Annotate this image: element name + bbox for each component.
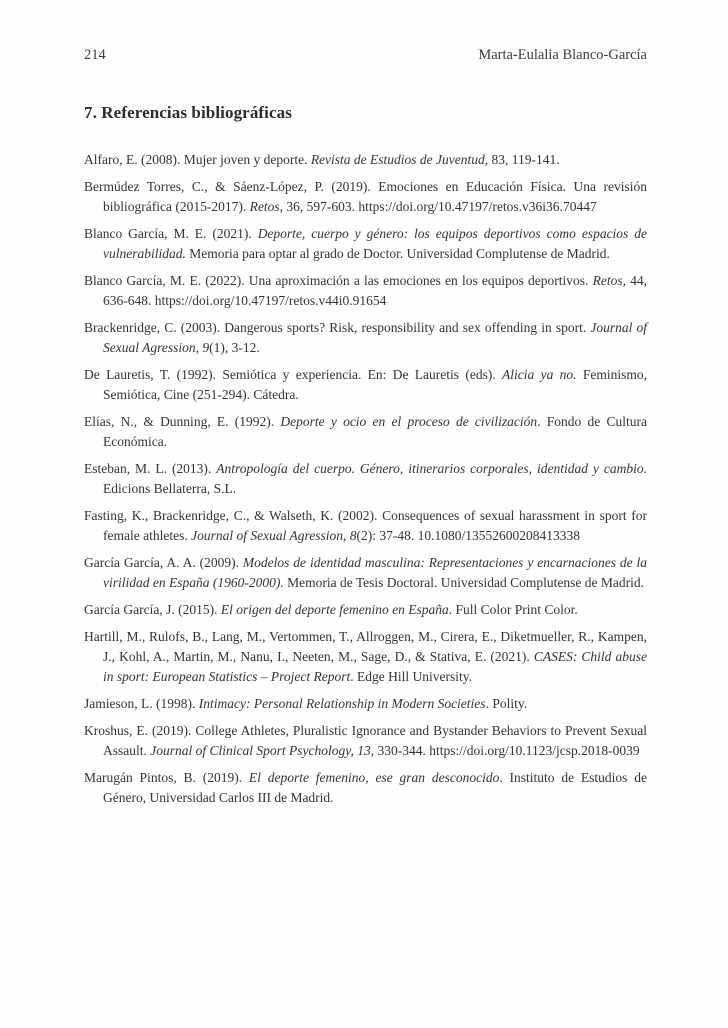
reference-text: (2): 37-48. 10.1080/13552600208413338 — [356, 528, 580, 543]
reference-entry — [84, 318, 647, 358]
reference-title-italic: Alicia ya no. — [502, 367, 577, 382]
reference-entry — [84, 721, 647, 761]
reference-title-italic: Modelos de identidad masculina: Representaciones y encarnaciones de la virilidad en España (1960-2000). — [103, 555, 647, 590]
reference-title-italic: El deporte femenino, ese gran desconocido — [248, 770, 500, 785]
reference-title-italic: Retos — [249, 199, 280, 214]
reference-entry — [84, 627, 647, 687]
reference-entry — [84, 553, 647, 593]
reference-text: García García, A. A. (2009). — [84, 555, 243, 570]
reference-text: Jamieson, L. (1998). — [84, 696, 199, 711]
reference-title-italic: El origen del deporte femenino en España — [220, 602, 449, 617]
reference-text: , 330-344. https://doi.org/10.1123/jcsp.2018-0039 — [370, 743, 640, 758]
reference-text: Bermúdez Torres, C., & Sáenz-López, P. (2019). Emociones en Educación Física. Una revisión bibliográfica (2015-2017). — [84, 179, 647, 214]
reference-text: Hartill, M., Rulofs, B., Lang, M., Vertommen, T., Allroggen, M., Cirera, E., Diketmueller, R., Kampen, J., Kohl, A., Martin, M., Nanu, I., Neeten, M., Sage, D., & Stativa, E. (2021). — [84, 629, 647, 664]
reference-text: Kroshus, E. (2019). College Athletes, Pluralistic Ignorance and Bystander Behaviors to Prevent Sexual Assault. — [84, 723, 647, 758]
reference-text: Alfaro, E. (2008). Mujer joven y deporte. — [84, 152, 311, 167]
reference-title-italic: Journal of Sexual Agression — [191, 528, 343, 543]
reference-text: Blanco García, M. E. (2021). — [84, 226, 258, 241]
reference-title-italic: Deporte y ocio en el proceso de civilización — [280, 414, 538, 429]
reference-title-italic: Retos, — [592, 273, 626, 288]
reference-title-italic: 8 — [349, 528, 357, 543]
section-heading: 7. Referencias bibliográficas — [84, 103, 292, 122]
reference-entry — [84, 150, 647, 170]
running-head-author: Marta-Eulalia Blanco-García — [478, 47, 647, 63]
reference-entry — [84, 600, 647, 620]
reference-entry — [84, 271, 647, 311]
reference-entry — [84, 177, 647, 217]
reference-entry — [84, 365, 647, 405]
reference-text: Marugán Pintos, B. (2019). — [84, 770, 249, 785]
reference-text: Brackenridge, C. (2003). Dangerous sports? Risk, responsibility and sex offending in sport. — [84, 320, 591, 335]
reference-text: García García, J. (2015). — [84, 602, 221, 617]
page-header — [84, 46, 647, 64]
reference-entry — [84, 412, 647, 452]
reference-entry — [84, 506, 647, 546]
reference-text: . Instituto de Estudios de Género, Universidad Carlos III de Madrid. — [103, 770, 647, 805]
reference-text: Fasting, K., Brackenridge, C., & Walseth, K. (2002). Consequences of sexual harassment in sport for female athletes. — [84, 508, 647, 543]
reference-text: Feminismo, Semiótica, Cine (251-294). Cátedra. — [103, 367, 647, 402]
reference-text: . Full Color Print Color. — [448, 602, 578, 617]
reference-text: , 83, 119-141. — [484, 152, 560, 167]
reference-entry — [84, 768, 647, 808]
reference-title-italic: CASES: Child abuse in sport: European Statistics – Project Report — [103, 649, 647, 684]
reference-title-italic: Intimacy: Personal Relationship in Modern Societies — [198, 696, 486, 711]
reference-text: . Fondo de Cultura Económica. — [103, 414, 647, 449]
reference-text: Edicions Bellaterra, S.L. — [103, 481, 237, 496]
reference-text: Esteban, M. L. (2013). — [84, 461, 217, 476]
reference-entry — [84, 224, 647, 264]
reference-text: De Lauretis, T. (1992). Semiótica y experiencia. En: De Lauretis (eds). — [84, 367, 503, 382]
reference-entry — [84, 694, 647, 714]
reference-text: Elías, N., & Dunning, E. (1992). — [84, 414, 281, 429]
reference-text: 44, 636-648. https://doi.org/10.47197/retos.v44i0.91654 — [103, 273, 648, 308]
reference-text: . Polity. — [485, 696, 528, 711]
reference-text: , 36, 597-603. https://doi.org/10.47197/retos.v36i36.70447 — [279, 199, 597, 214]
references-list — [84, 150, 647, 808]
reference-entry — [84, 459, 647, 499]
reference-text: , — [342, 528, 350, 543]
reference-title-italic: Deporte, cuerpo y género: los equipos deportivos como espacios de vulnerabilidad. — [103, 226, 647, 261]
reference-text: Memoria de Tesis Doctoral. Universidad Complutense de Madrid. — [283, 575, 644, 590]
reference-title-italic: Journal of Sexual Agression, 9 — [103, 320, 647, 355]
reference-text: . Edge Hill University. — [350, 669, 472, 684]
reference-text: Blanco García, M. E. (2022). Una aproximación a las emociones en los equipos deportivos. — [84, 273, 593, 288]
page-number: 214 — [84, 47, 106, 63]
reference-title-italic: Antropología del cuerpo. Género, itinerarios corporales, identidad y cambio. — [216, 461, 647, 476]
reference-title-italic: Revista de Estudios de Juventud — [310, 152, 485, 167]
reference-text: (1), 3-12. — [209, 340, 260, 355]
reference-text: Memoria para optar al grado de Doctor. Universidad Complutense de Madrid. — [185, 246, 610, 261]
reference-title-italic: Journal of Clinical Sport Psychology, 13 — [150, 743, 371, 758]
